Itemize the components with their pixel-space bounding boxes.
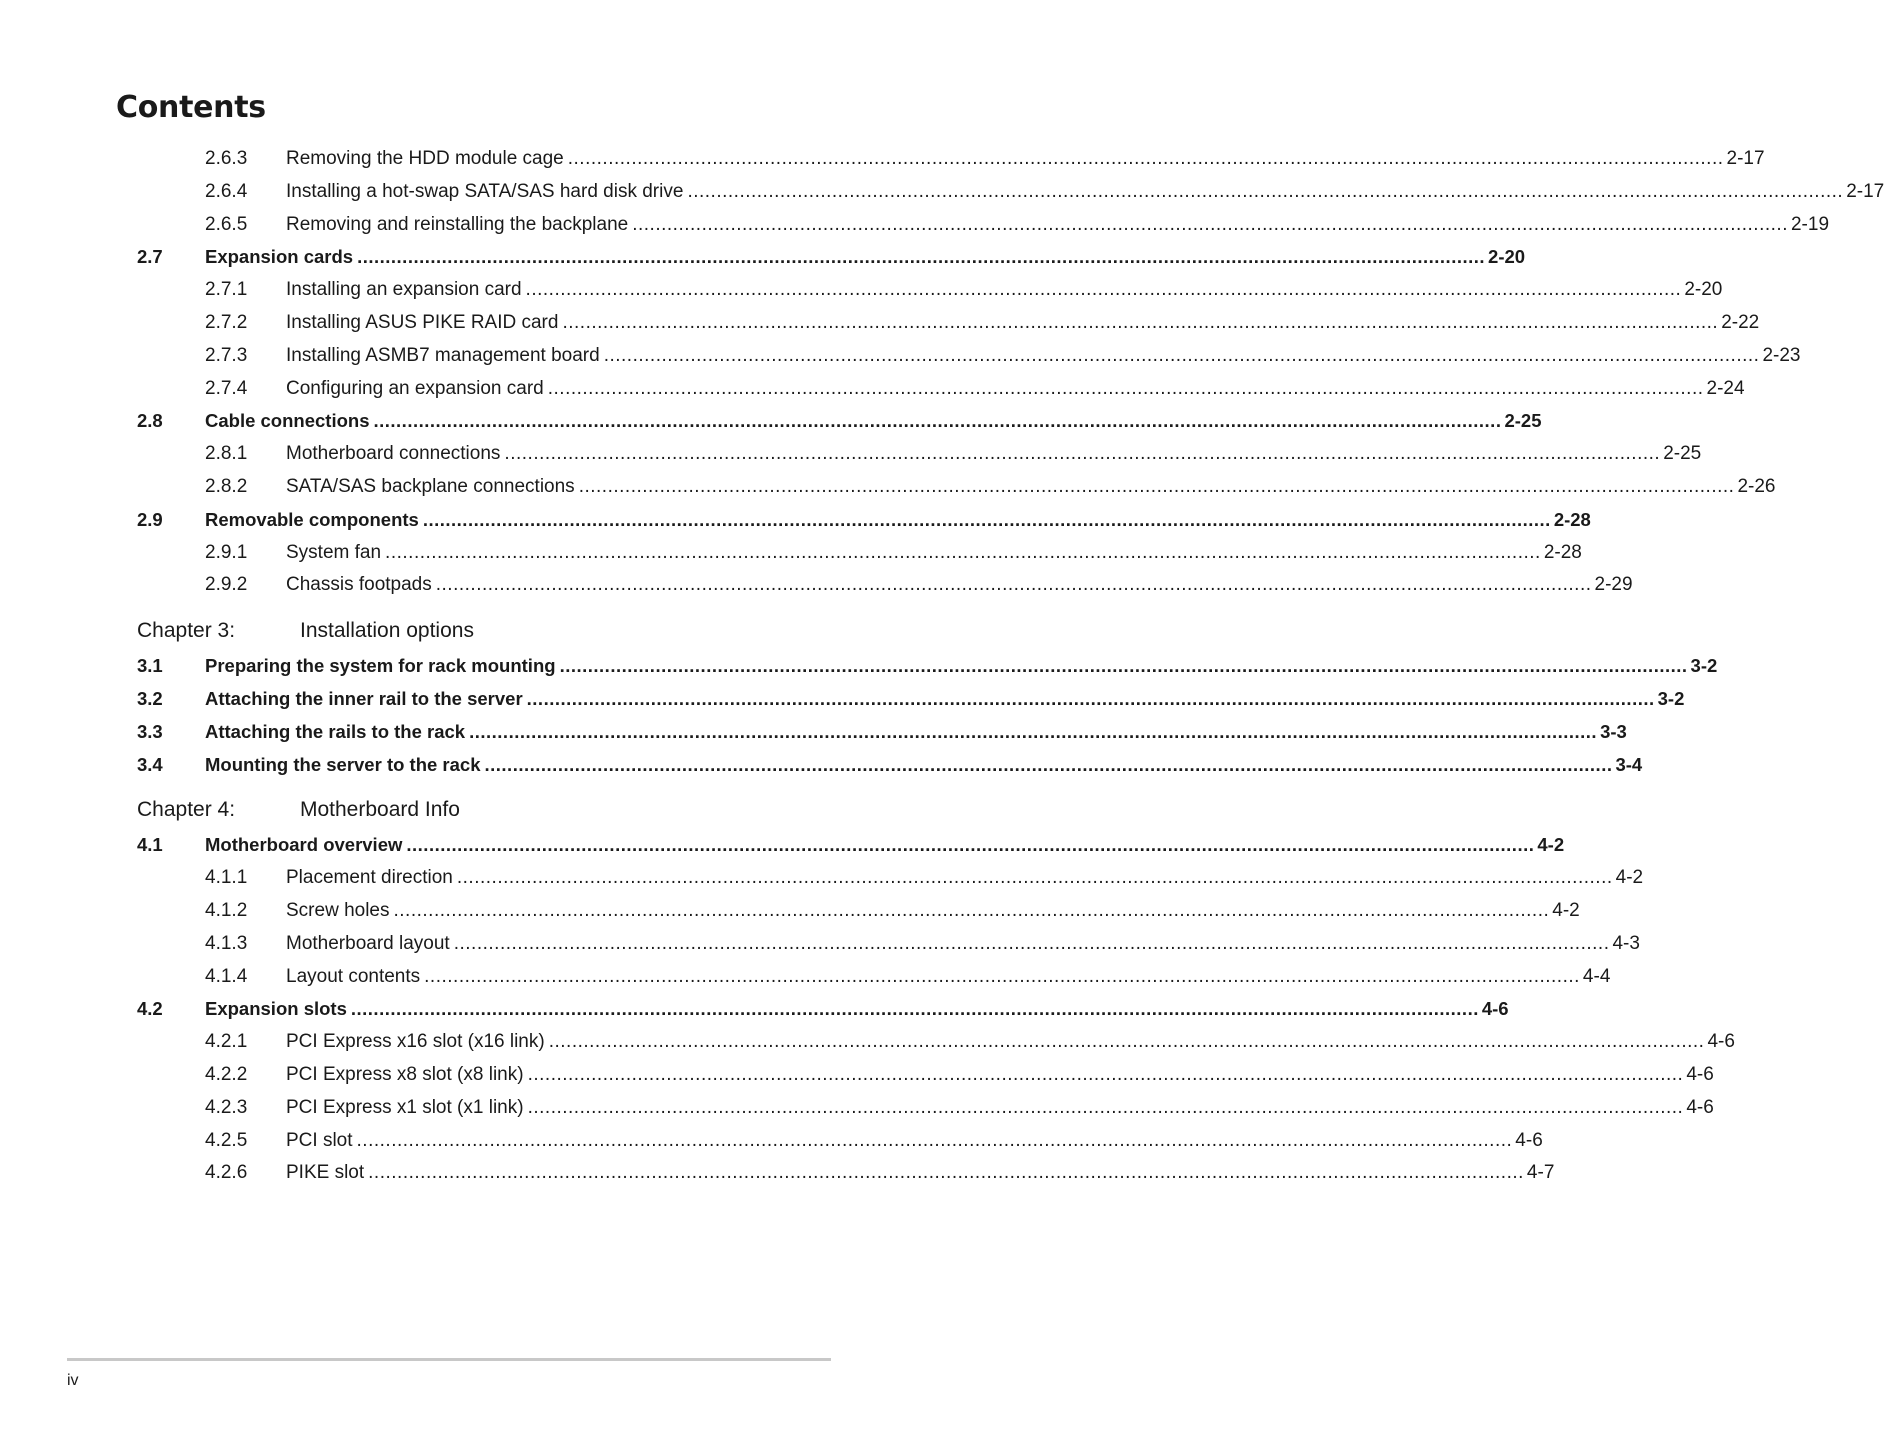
toc-leader-dots: ........................................................................................................................................................................................................ <box>504 443 1661 465</box>
toc-entry-link[interactable] <box>205 649 1718 682</box>
toc-entry-label: Cable connections <box>205 410 370 432</box>
toc-entry-page: 2-17 <box>1726 148 1765 169</box>
toc-section-entry[interactable] <box>0 748 1643 781</box>
toc-leader-dots: ........................................................................................................................................................................................................ <box>357 246 1486 268</box>
toc-entry-label: PCI slot <box>286 1129 353 1151</box>
toc-entry-link[interactable] <box>205 748 1643 781</box>
toc-entry-page: 3-4 <box>1615 753 1643 775</box>
toc-entry-page: 2-29 <box>1594 574 1633 596</box>
toc-subsection-entry[interactable] <box>0 175 1884 208</box>
toc-entry-page: 4-6 <box>1686 1064 1714 1085</box>
toc-leader-dots: ........................................................................................................................................................................................................ <box>632 213 1788 235</box>
toc-subsection-entry[interactable] <box>0 208 1830 241</box>
toc-entry-number: 2.8.1 <box>205 443 248 465</box>
toc-leader-dots: ........................................................................................................................................................................................................ <box>547 377 1704 399</box>
toc-leader-dots: ........................................................................................................................................................................................................ <box>350 998 1479 1020</box>
toc-leader-dots: ........................................................................................................................................................................................................ <box>435 574 1592 596</box>
toc-entry-link[interactable] <box>205 404 1542 437</box>
toc-entry-label: System fan <box>286 541 382 563</box>
toc-entry-number: 2.7.3 <box>205 344 248 366</box>
toc-entry-page: 3-2 <box>1657 688 1685 709</box>
toc-subsection-entry[interactable] <box>0 861 1644 894</box>
toc-entry-link[interactable] <box>286 894 1580 927</box>
toc-leader-dots: ........................................................................................................................................................................................................ <box>526 688 1655 709</box>
toc-entry-page: 4-6 <box>1686 1096 1714 1118</box>
toc-entry-page: 2-25 <box>1663 443 1702 465</box>
toc-subsection-entry[interactable] <box>0 894 1580 927</box>
toc-entry-link[interactable] <box>286 306 1760 339</box>
toc-section-entry[interactable] <box>0 682 1685 715</box>
toc-entry-number: 4.2.5 <box>205 1129 248 1151</box>
toc-entry-label: Attaching the inner rail to the server <box>205 688 523 709</box>
toc-entry-number: 3.4 <box>137 753 163 775</box>
toc-section-entry[interactable] <box>0 828 1565 861</box>
toc-subsection-entry[interactable] <box>0 1091 1714 1124</box>
toc-leader-dots: ........................................................................................................................................................................................................ <box>548 1031 1705 1053</box>
page-title: Contents <box>116 90 266 125</box>
toc-entry-page: 4-7 <box>1526 1162 1555 1184</box>
toc-subsection-entry[interactable] <box>0 306 1760 339</box>
toc-chapter-number: Chapter 4: <box>137 798 236 822</box>
toc-entry-label: Configuring an expansion card <box>286 377 544 399</box>
toc-entry-number: 4.1.4 <box>205 965 248 987</box>
toc-entry-label: Placement direction <box>286 867 453 889</box>
toc-entry-page: 2-26 <box>1737 476 1776 497</box>
toc-leader-dots: ........................................................................................................................................................................................................ <box>368 1162 1524 1184</box>
toc-entry-number: 2.6.5 <box>205 213 248 235</box>
toc-entry-label: Screw holes <box>286 900 390 921</box>
toc-leader-dots: ........................................................................................................................................................................................................ <box>385 541 1541 563</box>
toc-entry-label: SATA/SAS backplane connections <box>286 476 575 497</box>
toc-leader-dots: ........................................................................................................................................................................................................ <box>559 655 1688 677</box>
toc-entry-number: 3.1 <box>137 655 163 677</box>
toc-entry-label: Motherboard connections <box>286 443 501 465</box>
toc-entry-link[interactable] <box>205 828 1565 861</box>
toc-entry-page: 3-2 <box>1690 655 1718 677</box>
toc-entry-number: 2.8 <box>137 410 163 432</box>
toc-entry-link[interactable] <box>286 1091 1714 1124</box>
toc-leader-dots: ........................................................................................................................................................................................................ <box>424 965 1580 987</box>
toc-entry-page: 4-2 <box>1537 834 1565 856</box>
toc-entry-number: 4.2.1 <box>205 1031 248 1053</box>
toc-entry-number: 3.3 <box>137 720 163 742</box>
toc-entry-number: 2.7.2 <box>205 312 248 333</box>
toc-entry-number: 2.9.2 <box>205 574 248 596</box>
toc-leader-dots: ........................................................................................................................................................................................................ <box>687 180 1844 202</box>
toc-entry-number: 2.8.2 <box>205 476 248 497</box>
toc-entry-label: PIKE slot <box>286 1162 365 1184</box>
toc-entry-page: 2-19 <box>1790 213 1830 235</box>
toc-entry-number: 4.1.1 <box>205 867 248 889</box>
toc-entry-label: Chassis footpads <box>286 574 432 596</box>
toc-entry-link[interactable] <box>205 992 1509 1025</box>
toc-chapter-heading[interactable] <box>0 613 954 649</box>
toc-entry-link[interactable] <box>286 372 1745 405</box>
toc-leader-dots: ........................................................................................................................................................................................................ <box>469 720 1598 742</box>
toc-entry-label: Installing ASUS PIKE RAID card <box>286 312 559 333</box>
toc-chapter-title: Motherboard Info <box>300 798 460 822</box>
toc-entry-page: 3-3 <box>1600 720 1627 742</box>
toc-subsection-entry[interactable] <box>0 339 1801 372</box>
toc-entry-number: 2.7.4 <box>205 377 248 399</box>
toc-entry-number: 3.2 <box>137 688 163 709</box>
toc-entry-number: 4.1.2 <box>205 900 248 921</box>
toc-entry-link[interactable] <box>286 1156 1555 1189</box>
toc-entry-label: Installing a hot-swap SATA/SAS hard disk drive <box>286 180 684 202</box>
toc-entry-number: 2.7.1 <box>205 279 248 301</box>
toc-entry-page: 2-20 <box>1684 279 1723 301</box>
toc-subsection-entry[interactable] <box>0 927 1640 960</box>
toc-subsection-entry[interactable] <box>0 437 1702 470</box>
toc-entry-number: 4.2.6 <box>205 1162 248 1184</box>
toc-entry-label: Layout contents <box>286 965 421 987</box>
toc-entry-label: Installing an expansion card <box>286 279 522 301</box>
toc-entry-label: Removable components <box>205 508 419 530</box>
toc-entry-label: Installing ASMB7 management board <box>286 344 600 366</box>
toc-section-entry[interactable] <box>0 649 1718 682</box>
toc-entry-label: PCI Express x1 slot (x1 link) <box>286 1096 524 1118</box>
toc-entry-link[interactable] <box>286 142 1765 175</box>
toc-chapter-number: Chapter 3: <box>137 619 236 643</box>
toc-entry-page: 2-22 <box>1721 312 1760 333</box>
toc-entry-page: 4-6 <box>1481 998 1509 1020</box>
toc-entry-page: 4-3 <box>1612 932 1640 954</box>
toc-leader-dots: ........................................................................................................................................................................................................ <box>453 932 1610 954</box>
toc-entry-page: 2-17 <box>1846 180 1884 202</box>
toc-entry-label: Motherboard layout <box>286 932 450 954</box>
toc-subsection-entry[interactable] <box>0 142 1765 175</box>
toc-entry-label: PCI Express x8 slot (x8 link) <box>286 1064 524 1085</box>
toc-leader-dots: ........................................................................................................................................................................................................ <box>393 900 1550 921</box>
toc-leader-dots: ........................................................................................................................................................................................................ <box>406 834 1535 856</box>
toc-leader-dots: ........................................................................................................................................................................................................ <box>578 476 1735 497</box>
toc-entry-link[interactable] <box>286 927 1640 960</box>
toc-entry-number: 4.2.2 <box>205 1064 248 1085</box>
toc-entry-page: 4-6 <box>1707 1031 1735 1053</box>
toc-leader-dots: ........................................................................................................................................................................................................ <box>603 344 1760 366</box>
toc-leader-dots: ........................................................................................................................................................................................................ <box>527 1064 1684 1085</box>
toc-section-entry[interactable] <box>0 404 1542 437</box>
toc-entry-link[interactable] <box>286 536 1582 569</box>
toc-leader-dots: ........................................................................................................................................................................................................ <box>456 867 1613 889</box>
toc-entry-link[interactable] <box>205 682 1685 715</box>
toc-entry-number: 4.1.3 <box>205 932 248 954</box>
toc-entry-label: Removing and reinstalling the backplane <box>286 213 629 235</box>
toc-entry-page: 2-23 <box>1762 344 1801 366</box>
toc-entry-link[interactable] <box>286 208 1830 241</box>
toc-entry-link[interactable] <box>286 273 1723 306</box>
toc-entry-link[interactable] <box>286 1124 1543 1157</box>
toc-entry-number: 2.7 <box>137 246 163 268</box>
toc-leader-dots: ........................................................................................................................................................................................................ <box>527 1096 1684 1118</box>
toc-section-entry[interactable] <box>0 503 1591 536</box>
toc-entry-label: Mounting the server to the rack <box>205 753 481 775</box>
toc-entry-page: 2-28 <box>1553 508 1591 530</box>
toc-subsection-entry[interactable] <box>0 372 1745 405</box>
toc-entry-label: Motherboard overview <box>205 834 403 856</box>
toc-entry-link[interactable] <box>205 715 1627 748</box>
toc-entry-label: Expansion slots <box>205 998 347 1020</box>
toc-subsection-entry[interactable] <box>0 536 1582 569</box>
toc-entry-label: Expansion cards <box>205 246 354 268</box>
toc-subsection-entry[interactable] <box>0 568 1633 601</box>
toc-entry-page: 2-25 <box>1504 410 1542 432</box>
toc-leader-dots: ........................................................................................................................................................................................................ <box>422 508 1551 530</box>
toc-entry-page: 4-2 <box>1552 900 1580 921</box>
toc-section-entry[interactable] <box>0 715 1627 748</box>
toc-entry-label: Removing the HDD module cage <box>286 148 564 169</box>
toc-entry-link[interactable] <box>286 1058 1714 1091</box>
toc-subsection-entry[interactable] <box>0 960 1611 993</box>
toc-leader-dots: ........................................................................................................................................................................................................ <box>562 312 1719 333</box>
toc-entry-link[interactable] <box>286 175 1884 208</box>
page-number: iv <box>67 1372 79 1389</box>
toc-subsection-entry[interactable] <box>0 273 1723 306</box>
toc-entry-page: 4-2 <box>1615 867 1644 889</box>
toc-entry-link[interactable] <box>205 503 1591 536</box>
toc-entry-page: 4-6 <box>1515 1129 1543 1151</box>
toc-section-entry[interactable] <box>0 992 1509 1025</box>
toc-entry-link[interactable] <box>286 1025 1735 1058</box>
toc-entry-link[interactable] <box>205 240 1526 273</box>
toc-entry-link[interactable] <box>286 437 1702 470</box>
toc-chapter-heading[interactable] <box>0 792 954 828</box>
toc-leader-dots: ........................................................................................................................................................................................................ <box>373 410 1502 432</box>
toc-subsection-entry[interactable] <box>0 1124 1543 1157</box>
toc-entry-link[interactable] <box>286 470 1776 503</box>
toc-chapter-title: Installation options <box>300 619 474 643</box>
toc-entry-page: 2-24 <box>1706 377 1745 399</box>
toc-entry-link[interactable] <box>286 339 1801 372</box>
toc-subsection-entry[interactable] <box>0 470 1776 503</box>
toc-entry-link[interactable] <box>286 960 1611 993</box>
toc-section-entry[interactable] <box>0 240 1526 273</box>
toc-leader-dots: ........................................................................................................................................................................................................ <box>525 279 1682 301</box>
toc-entry-page: 2-28 <box>1543 541 1582 563</box>
toc-entry-label: Preparing the system for rack mounting <box>205 655 556 677</box>
footer-rule <box>67 1358 831 1361</box>
toc-leader-dots: ........................................................................................................................................................................................................ <box>484 753 1613 775</box>
toc-entry-number: 4.1 <box>137 834 163 856</box>
toc-subsection-entry[interactable] <box>0 1025 1735 1058</box>
toc-entry-page: 4-4 <box>1582 965 1611 987</box>
toc-entry-number: 2.6.3 <box>205 148 248 169</box>
toc-entry-page: 2-20 <box>1488 246 1526 268</box>
toc-subsection-entry[interactable] <box>0 1058 1714 1091</box>
toc-entry-number: 2.6.4 <box>205 180 248 202</box>
toc-leader-dots: ........................................................................................................................................................................................................ <box>567 148 1724 169</box>
toc-entry-number: 4.2.3 <box>205 1096 248 1118</box>
toc-entry-number: 2.9 <box>137 508 163 530</box>
toc-entry-label: PCI Express x16 slot (x16 link) <box>286 1031 545 1053</box>
toc-leader-dots: ........................................................................................................................................................................................................ <box>356 1129 1513 1151</box>
toc-entry-number: 2.9.1 <box>205 541 248 563</box>
toc-entry-number: 4.2 <box>137 998 163 1020</box>
toc-subsection-entry[interactable] <box>0 1156 1555 1189</box>
toc-entry-link[interactable] <box>286 861 1644 894</box>
toc-entry-link[interactable] <box>286 568 1633 601</box>
toc-entry-label: Attaching the rails to the rack <box>205 720 466 742</box>
